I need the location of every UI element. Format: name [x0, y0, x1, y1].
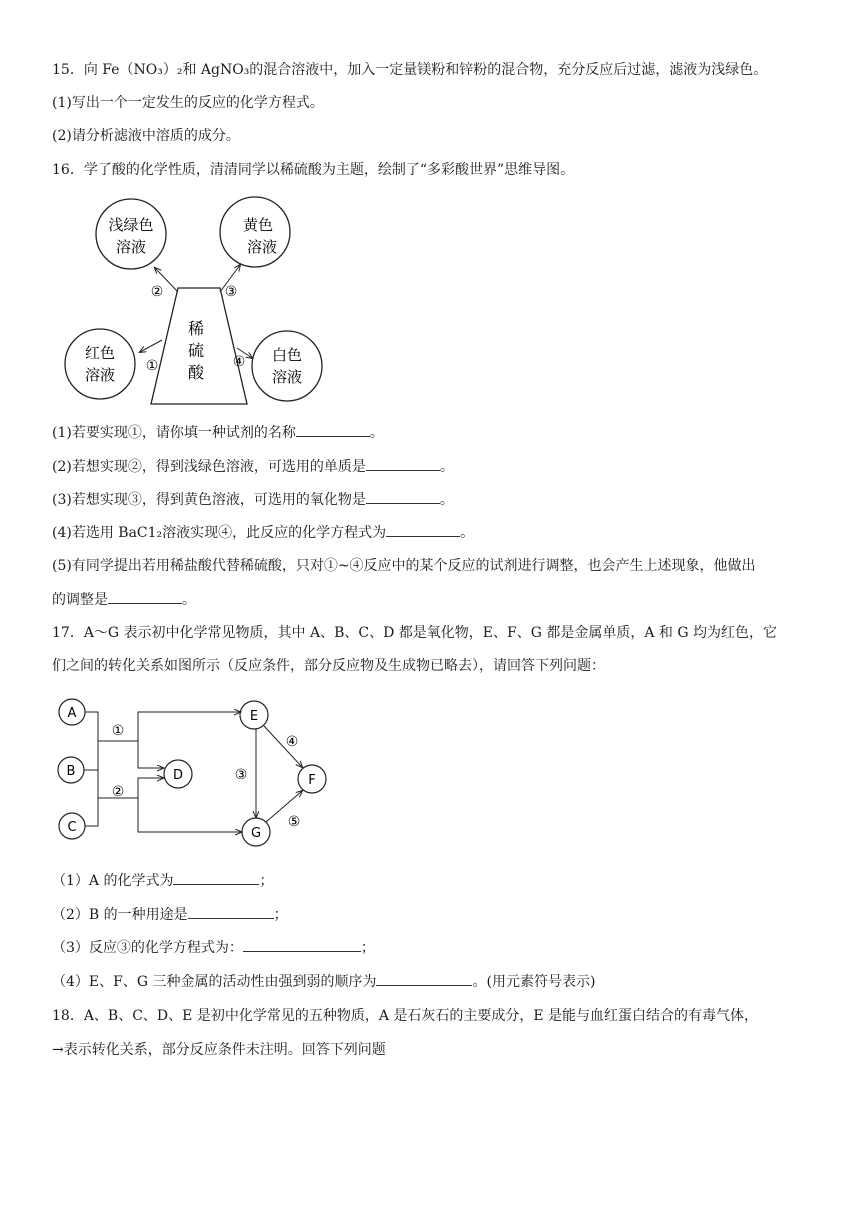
q15-part1: (1)写出一个一定发生的反应的化学方程式。	[52, 95, 324, 111]
q16-part5-line1: (5)有同学提出若用稀盐酸代替稀硫酸，只对①~④反应中的某个反应的试剂进行调整，也会产生上述现象，他做出	[52, 558, 756, 574]
light-green-solution-circle	[96, 199, 166, 269]
answer-blank-2[interactable]	[366, 456, 440, 471]
top-left-label-line1: 浅绿色	[108, 216, 154, 234]
answer-blank-1[interactable]	[296, 422, 370, 437]
q16-part1	[52, 422, 820, 443]
label-f: F	[308, 773, 316, 788]
reaction-number-5: ⑤	[287, 814, 301, 830]
period: 。	[182, 592, 196, 608]
answer-blank-6[interactable]	[173, 870, 259, 885]
reaction-2-to-d	[138, 778, 163, 798]
q17-part1-text: （1）A 的化学式为	[52, 873, 174, 889]
number-3: ③	[224, 284, 238, 300]
left-label-line2: 溶液	[84, 366, 116, 384]
q16-part5-text: 的调整是	[52, 592, 108, 608]
answer-blank-4[interactable]	[386, 522, 460, 537]
q17-part1	[52, 870, 820, 891]
q16-part4	[52, 522, 820, 543]
label-e: E	[249, 709, 259, 724]
period: 。	[460, 525, 475, 541]
number-4: ④	[232, 354, 246, 370]
q16-part3	[52, 489, 820, 510]
q15-stem: 15．向 Fe（NO₃）₂和 AgNO₃的混合溶液中，加入一定量镁粉和锌粉的混合物，充分反应后过滤，滤液为浅绿色。	[52, 62, 768, 78]
reaction-number-2: ②	[111, 784, 125, 800]
q18-stem-line1: 18．A、B、C、D、E 是初中化学常见的五种物质，A 是石灰石的主要成分，E 是能与血红蛋白结合的有毒气体，	[52, 1008, 759, 1024]
q17-stem-line2: 们之间的转化关系如图所示（反应条件，部分反应物及生成物已略去），请回答下列问题：	[52, 658, 605, 674]
q17-part4	[52, 971, 820, 992]
q17-part3-text: （3）反应③的化学方程式为：	[52, 940, 243, 956]
center-label-1: 稀	[187, 319, 205, 338]
semicolon: ；	[273, 907, 288, 923]
top-right-label-line2: 溶液	[246, 238, 278, 256]
q18-stem-line2: →表示转化关系，部分反应条件未注明。回答下列问题	[52, 1042, 386, 1058]
reaction-2-lines	[98, 798, 241, 832]
reaction-1-to-d	[138, 741, 163, 768]
label-c: C	[67, 820, 77, 835]
acid-mind-map-diagram	[0, 190, 860, 420]
red-solution-circle	[65, 329, 135, 399]
q16-stem: 16．学了酸的化学性质，清清同学以稀硫酸为主题，绘制了“多彩酸世界”思维导图。	[52, 162, 575, 178]
top-left-label-line2: 溶液	[115, 238, 147, 256]
q16-part4-text: (4)若选用 BaC1₂溶液实现④，此反应的化学方程式为	[52, 525, 387, 541]
period: 。	[369, 425, 384, 441]
top-right-label-line1: 黄色	[242, 216, 274, 234]
label-d: D	[172, 768, 184, 783]
white-solution-circle	[252, 331, 322, 401]
q16-part1-text: (1)若要实现①，请你填一种试剂的名称	[52, 425, 296, 441]
semicolon: ；	[259, 873, 274, 889]
answer-blank-5[interactable]	[108, 589, 182, 604]
q17-part3	[52, 937, 820, 958]
number-1: ①	[145, 358, 159, 374]
arrow-1	[140, 340, 162, 352]
q17-part2	[52, 904, 820, 925]
q17-part2-text: （2）B 的一种用途是	[52, 907, 188, 923]
center-label-3: 酸	[187, 363, 205, 382]
left-label-line1: 红色	[84, 344, 116, 362]
semicolon: ；	[360, 940, 375, 956]
q17-part4-end: 。(用元素符号表示)	[472, 974, 596, 990]
answer-blank-9[interactable]	[376, 971, 472, 986]
q16-part3-text: (3)若想实现③，得到黄色溶液，可选用的氧化物是	[52, 492, 366, 508]
answer-blank-8[interactable]	[243, 937, 361, 952]
answer-blank-7[interactable]	[188, 904, 274, 919]
reaction-number-4: ④	[285, 734, 299, 750]
label-b: B	[66, 764, 76, 779]
q16-part2-text: (2)若想实现②，得到浅绿色溶液，可选用的单质是	[52, 459, 366, 475]
right-label-line1: 白色	[271, 346, 303, 364]
center-label-2: 硫	[187, 341, 205, 360]
conversion-diagram	[0, 690, 860, 850]
label-a: A	[67, 706, 77, 721]
answer-blank-3[interactable]	[366, 489, 440, 504]
number-2: ②	[150, 284, 164, 300]
connector-b-c-2	[84, 770, 98, 826]
period: 。	[439, 459, 454, 475]
connector-a-b-1	[84, 712, 98, 770]
label-g: G	[250, 826, 262, 841]
q17-part4-text: （4）E、F、G 三种金属的活动性由强到弱的顺序为	[52, 974, 377, 990]
period: 。	[439, 492, 454, 508]
right-label-line2: 溶液	[271, 368, 303, 386]
reaction-number-1: ①	[111, 723, 125, 739]
q16-part2	[52, 456, 820, 477]
q16-part5-line2	[52, 589, 820, 610]
reaction-number-3: ③	[234, 767, 248, 783]
q17-stem-line1: 17．A～G 表示初中化学常见物质，其中 A、B、C、D 都是氧化物，E、F、G 都是金属单质，A 和 G 均为红色，它	[52, 625, 778, 641]
q15-part2: (2)请分析滤液中溶质的成分。	[52, 128, 240, 144]
